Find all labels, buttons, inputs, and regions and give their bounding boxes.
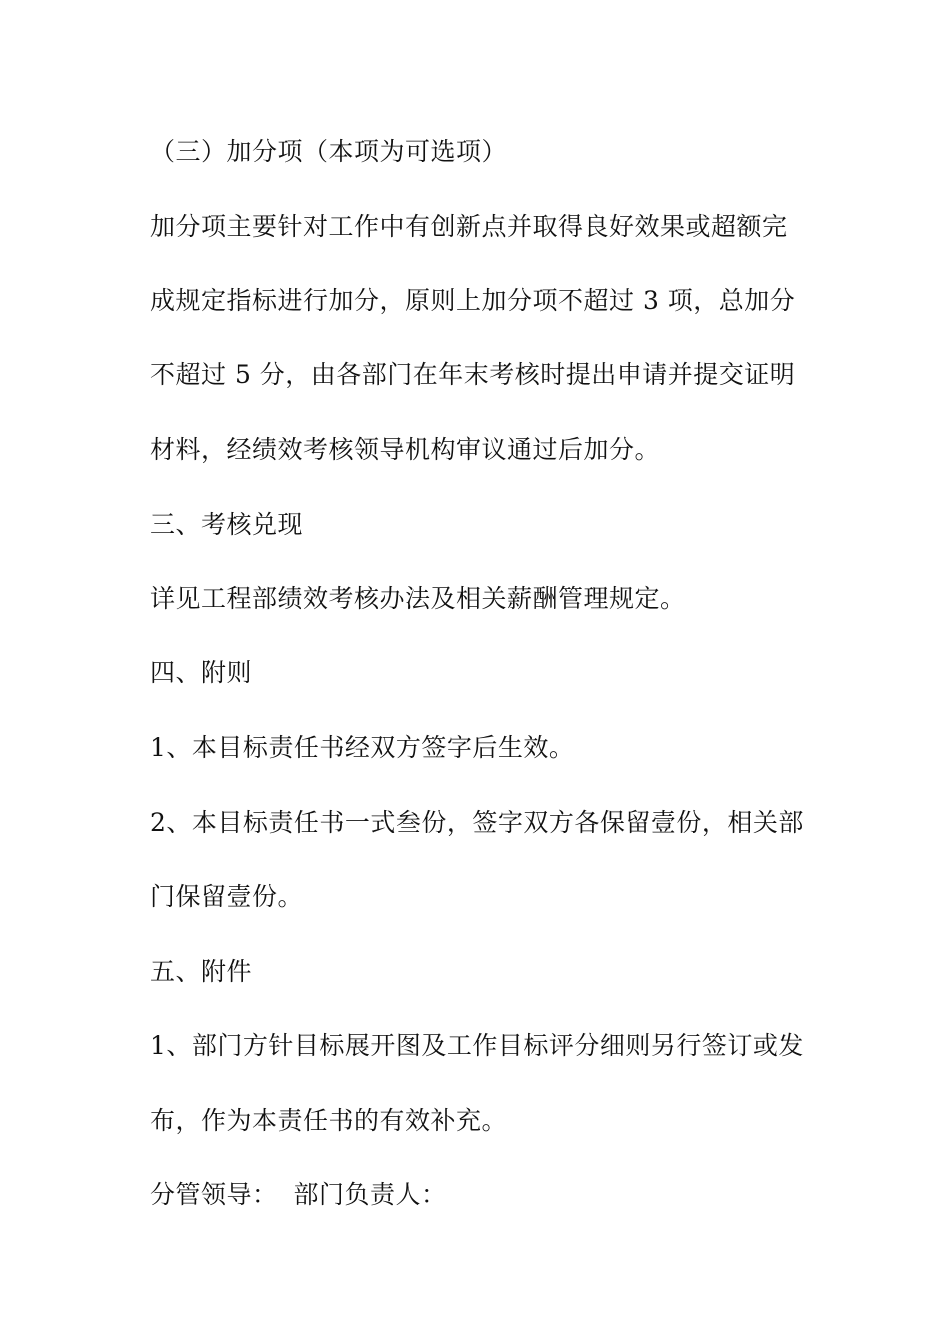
- list-item: 1、部门方针目标展开图及工作目标评分细则另行签订或发: [150, 1031, 804, 1060]
- list-item-continuation: 布，作为本责任书的有效补充。: [150, 1106, 508, 1135]
- leader-signature-label: 分管领导：: [150, 1180, 278, 1209]
- section-heading-assessment: 三、考核兑现: [150, 510, 304, 539]
- paragraph-line: 不超过 5 分，由各部门在年末考核时提出申请并提交证明: [150, 360, 796, 389]
- dept-head-signature-label: 部门负责人：: [293, 1180, 447, 1209]
- list-item-continuation: 门保留壹份。: [150, 882, 304, 911]
- paragraph-line: 材料，经绩效考核领导机构审议通过后加分。: [150, 435, 661, 464]
- paragraph-line: 详见工程部绩效考核办法及相关薪酬管理规定。: [150, 584, 686, 613]
- paragraph-line: 加分项主要针对工作中有创新点并取得良好效果或超额完: [150, 212, 788, 241]
- list-item: 1、本目标责任书经双方签字后生效。: [150, 733, 575, 762]
- signature-line: [150, 1178, 810, 1212]
- paragraph-line: 成规定指标进行加分，原则上加分项不超过 3 项，总加分: [150, 286, 796, 315]
- section-heading-supplementary: 四、附则: [150, 658, 253, 687]
- section-heading-bonus-items: （三）加分项（本项为可选项）: [150, 137, 508, 166]
- section-heading-attachments: 五、附件: [150, 957, 253, 986]
- list-item: 2、本目标责任书一式叁份，签字双方各保留壹份，相关部: [150, 808, 804, 837]
